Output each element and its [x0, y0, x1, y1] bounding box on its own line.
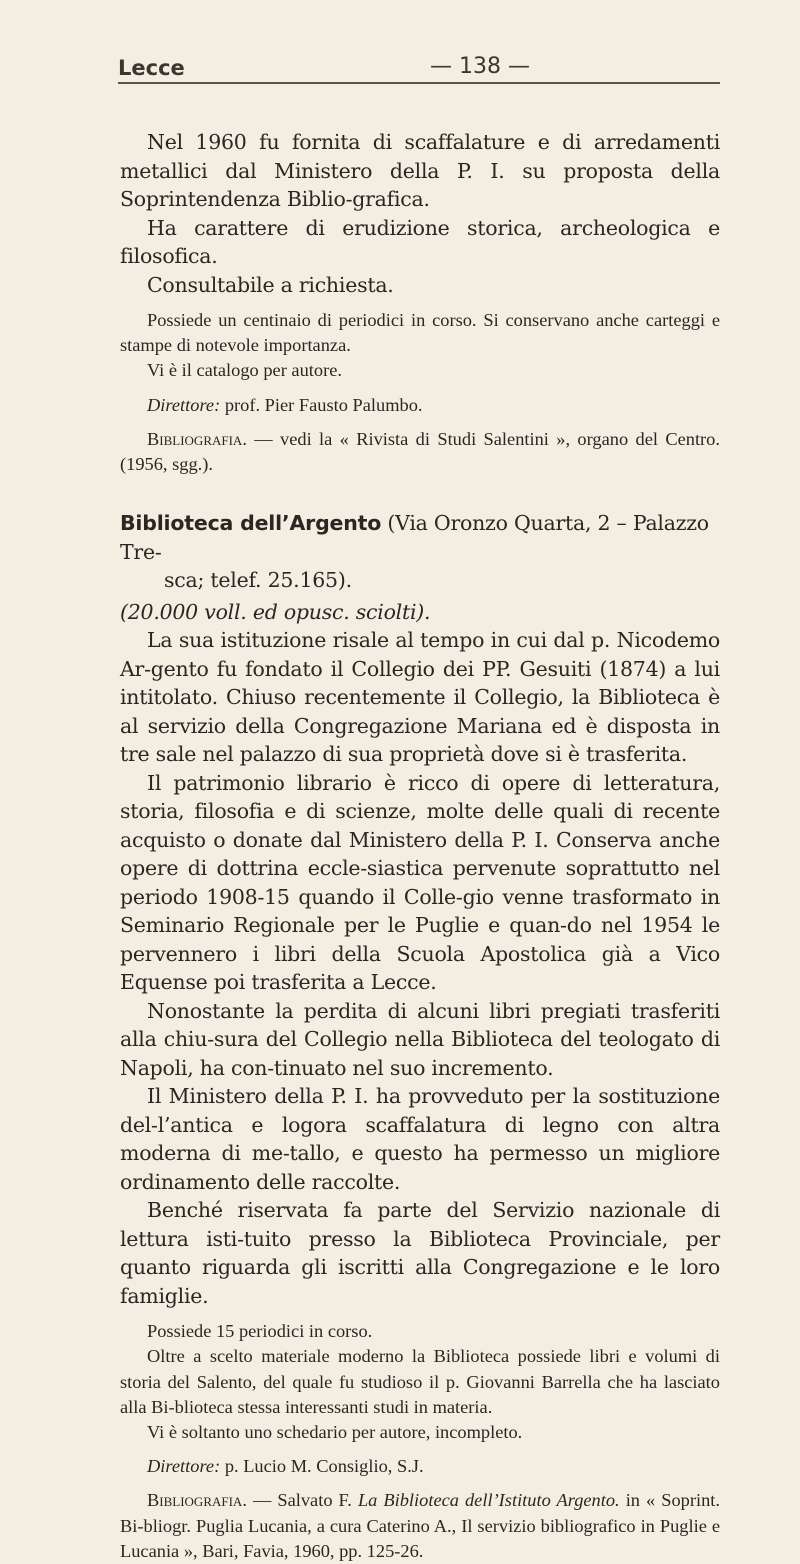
director-name: prof. Pier Fausto Palumbo. [224, 394, 423, 415]
entry2-periodicals: Possiede 15 periodici in corso. [147, 1321, 373, 1342]
entry1-director [120, 393, 720, 418]
running-header [118, 56, 718, 88]
library-volumes: (20.000 voll. ed opusc. sciolti). [120, 599, 431, 624]
entry2-heading [120, 509, 720, 595]
entry1-paragraph-3: Consultabile a richiesta. [147, 272, 394, 297]
header-place: Lecce [118, 56, 185, 80]
page-number: — 138 — [430, 54, 530, 79]
bibliography-rest: in « Soprint. Bi-bliogr. Puglia Lucania, a cura Caterino A., Il servizio bibliografico in Puglie e Lucania », Bari, Favia, 1960, pp. 125-26. [120, 1490, 720, 1561]
entry2-bibliography [120, 1488, 720, 1564]
director-label: Direttore: [147, 1456, 221, 1477]
bibliography-author: — Salvato F. [252, 1490, 352, 1511]
entry1-paragraph-1: Nel 1960 fu fornita di scaffalature e di arredamenti metallici dal Ministero della P. I. su proposta della Soprintendenza Biblio-grafica. [120, 130, 720, 211]
entry2-paragraph-1: La sua istituzione risale al tempo in cui dal p. Nicodemo Ar-gento fu fondato il Collegio dei PP. Gesuiti (1874) a lui intitolato. Chiuso recentemente il Collegio, la Biblioteca è al servizio della Congregazione Mariana ed è disposta in tre sale nel palazzo di sua proprietà dove si è trasferita. [120, 628, 720, 767]
entry2-paragraph-5: Benché riservata fa parte del Servizio nazionale di lettura isti-tuito presso la Biblioteca Provinciale, per quanto riguarda gli iscritti alla Congregazione e le loro famiglie. [120, 1198, 720, 1308]
entry1-paragraph-2: Ha carattere di erudizione storica, archeologica e filosofica. [120, 215, 720, 268]
entry1-bibliography [120, 427, 720, 477]
library-address-1: (Via Oronzo Quarta, 2 – Palazzo Tre- [120, 511, 709, 564]
entry1-periodicals: Possiede un centinaio di periodici in corso. Si conservano anche carteggi e stampe di notevole importanza. [120, 310, 720, 356]
entry2-paragraph-3: Nonostante la perdita di alcuni libri pregiati trasferiti alla chiu-sura del Collegio nella Biblioteca del teologato di Napoli, ha con-tinuato nel suo incremento. [120, 998, 720, 1080]
bibliography-label: Bibliografia. [147, 1490, 247, 1511]
entry2-director [120, 1454, 720, 1479]
entry2-paragraph-2: Il patrimonio librario è ricco di opere di letteratura, storia, filosofia e di scienze, molte delle quali di recente acquisto o donate dal Ministero della P. I. Conserva anche opere di dottrina eccle-siastica pervenute soprattutto nel periodo 1908-15 quando il Colle-gio venne trasformato in Seminario Regionale per le Puglie e quan-do nel 1954 le pervennero i libri della Scuola Apostolica già a Vico Equense poi trasferita a Lecce. [120, 770, 720, 995]
director-name: p. Lucio M. Consiglio, S.J. [224, 1456, 424, 1477]
entry2-catalogue: Vi è soltanto uno schedario per autore, incompleto. [147, 1422, 523, 1443]
bibliography-label: Bibliografia. [147, 428, 247, 449]
library-name: Biblioteca dell’Argento [120, 511, 382, 536]
entry2-paragraph-4: Il Ministero della P. I. ha provveduto per la sostituzione del-l’antica e logora scaffalatura di legno con altra moderna di me-tallo, e questo ha permesso un migliore ordinamento delle raccolte. [120, 1084, 720, 1194]
page-body [120, 128, 720, 1564]
entry1-catalogue: Vi è il catalogo per autore. [147, 360, 342, 381]
bibliography-title: La Biblioteca dell’Istituto Argento. [357, 1490, 620, 1511]
director-label: Direttore: [147, 394, 221, 415]
bibliography-text: — vedi la « Rivista di Studi Salentini », organo del Centro. (1956, sgg.). [120, 428, 720, 475]
entry2-holdings: Oltre a scelto materiale moderno la Biblioteca possiede libri e volumi di storia del Salento, del quale fu studioso il p. Giovanni Barrella che ha lasciato alla Bi-blioteca stessa interessanti studi in materia. [120, 1346, 720, 1417]
header-rule [118, 82, 720, 84]
library-address-2: sca; telef. 25.165). [164, 568, 352, 593]
